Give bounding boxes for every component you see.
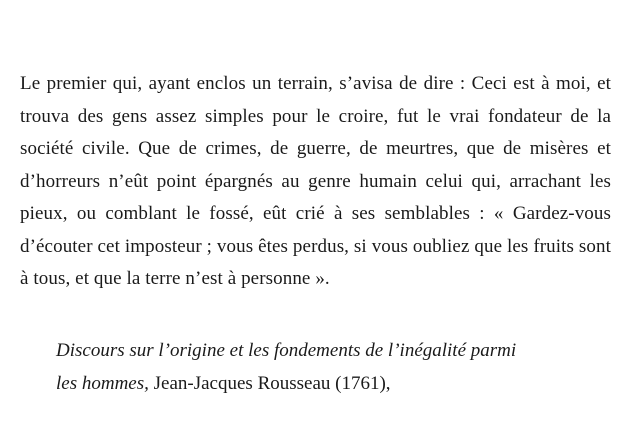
citation-title-line1: Discours sur l’origine et les fondements de l’inégalité parmi xyxy=(56,340,517,361)
citation-title-line2: les hommes, xyxy=(56,372,149,394)
citation xyxy=(56,335,596,400)
citation-author-year: Jean-Jacques Rousseau (1761), xyxy=(153,372,391,394)
quote-paragraph: Le premier qui, ayant enclos un terrain, s’avisa de dire : Ceci est à moi, et trouva des gens assez simples pour le croire, fut le vrai fondateur de la société civile. Que de crimes, de guerre, de meurtres, que de misères et d’horreurs n’eût point épargnés au genre humain celui qui, arrachant les pieux, ou comblant le fossé, eût crié à ses semblables : « Gardez-vous d’écouter cet imposteur ; vous êtes perdus, si vous oubliez que les fruits sont à tous, et que la terre n’est à personne ». xyxy=(20,73,611,289)
